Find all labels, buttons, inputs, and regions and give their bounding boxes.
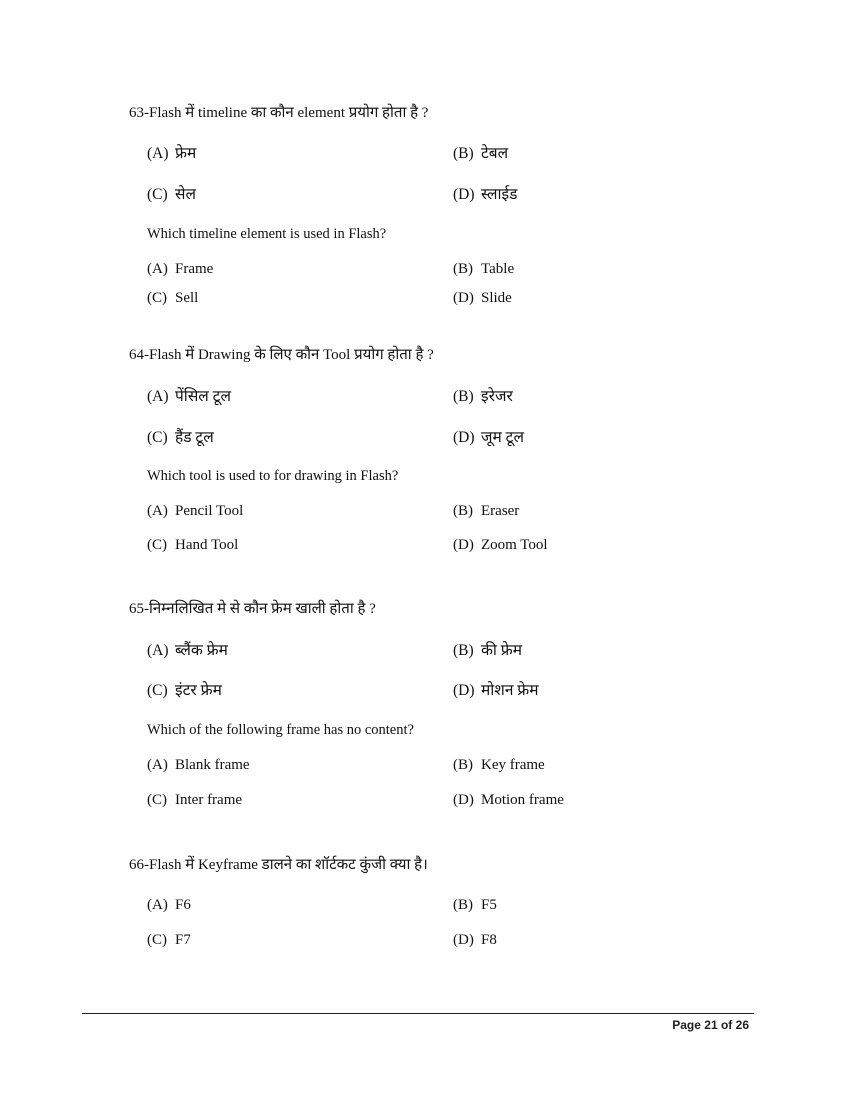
english-option-a: (A) Frame [147, 261, 214, 277]
english-question: Which tool is used to for drawing in Flash? [147, 468, 399, 484]
english-option-c: (C) F7 [147, 932, 191, 948]
english-question: Which of the following frame has no content? [147, 722, 414, 738]
page-separator: of [720, 1018, 733, 1032]
english-option-b: (B) Key frame [453, 757, 545, 773]
hindi-option-b: (B) की फ्रेम [453, 642, 523, 659]
english-option-b: (B) Table [453, 261, 515, 277]
english-option-d: (D) Motion frame [453, 792, 564, 808]
english-option-a: (A) Pencil Tool [147, 503, 244, 519]
page-current: 21 [704, 1018, 718, 1032]
english-option-a: (A) F6 [147, 897, 191, 913]
question-64 [129, 345, 769, 553]
hindi-option-a: (A) ब्लैंक फ्रेम [147, 642, 228, 659]
hindi-option-b: (B) इरेजर [453, 388, 513, 405]
hindi-option-d: (D) मोशन फ्रेम [453, 682, 539, 699]
page-number [672, 1018, 749, 1032]
english-option-b: (B) Eraser [453, 503, 520, 519]
question-title: 65-निम्नलिखित मे से कौन फ्रेम खाली होता है ? [129, 601, 376, 617]
page-total: 26 [735, 1018, 749, 1032]
question-65 [129, 599, 769, 808]
english-option-c: (C) Hand Tool [147, 537, 239, 553]
english-option-d: (D) Slide [453, 290, 512, 306]
english-option-d: (D) F8 [453, 932, 497, 948]
english-option-b: (B) F5 [453, 897, 497, 913]
english-option-c: (C) Sell [147, 290, 199, 306]
hindi-option-d: (D) जूम टूल [453, 429, 524, 446]
page-prefix: Page [672, 1018, 701, 1032]
hindi-option-a: (A) फ्रेम [147, 145, 197, 162]
question-63 [129, 103, 769, 306]
question-title: 63-Flash में timeline का कौन element प्रयोग होता है ? [129, 105, 429, 121]
hindi-option-c: (C) इंटर फ्रेम [147, 682, 222, 699]
question-66 [129, 855, 769, 948]
hindi-option-d: (D) स्लाईड [453, 186, 518, 203]
english-option-c: (C) Inter frame [147, 792, 243, 808]
hindi-option-b: (B) टेबल [453, 145, 509, 162]
hindi-option-c: (C) हैंड टूल [147, 429, 214, 446]
footer-divider [82, 1013, 754, 1014]
english-option-a: (A) Blank frame [147, 757, 250, 773]
english-question: Which timeline element is used in Flash? [147, 226, 387, 242]
hindi-option-a: (A) पेंसिल टूल [147, 388, 232, 405]
hindi-option-c: (C) सेल [147, 186, 196, 203]
english-option-d: (D) Zoom Tool [453, 537, 548, 553]
question-title: 64-Flash में Drawing के लिए कौन Tool प्रयोग होता है ? [129, 347, 434, 363]
question-title: 66-Flash में Keyframe डालने का शॉर्टकट कुंजी क्या है। [129, 857, 428, 873]
